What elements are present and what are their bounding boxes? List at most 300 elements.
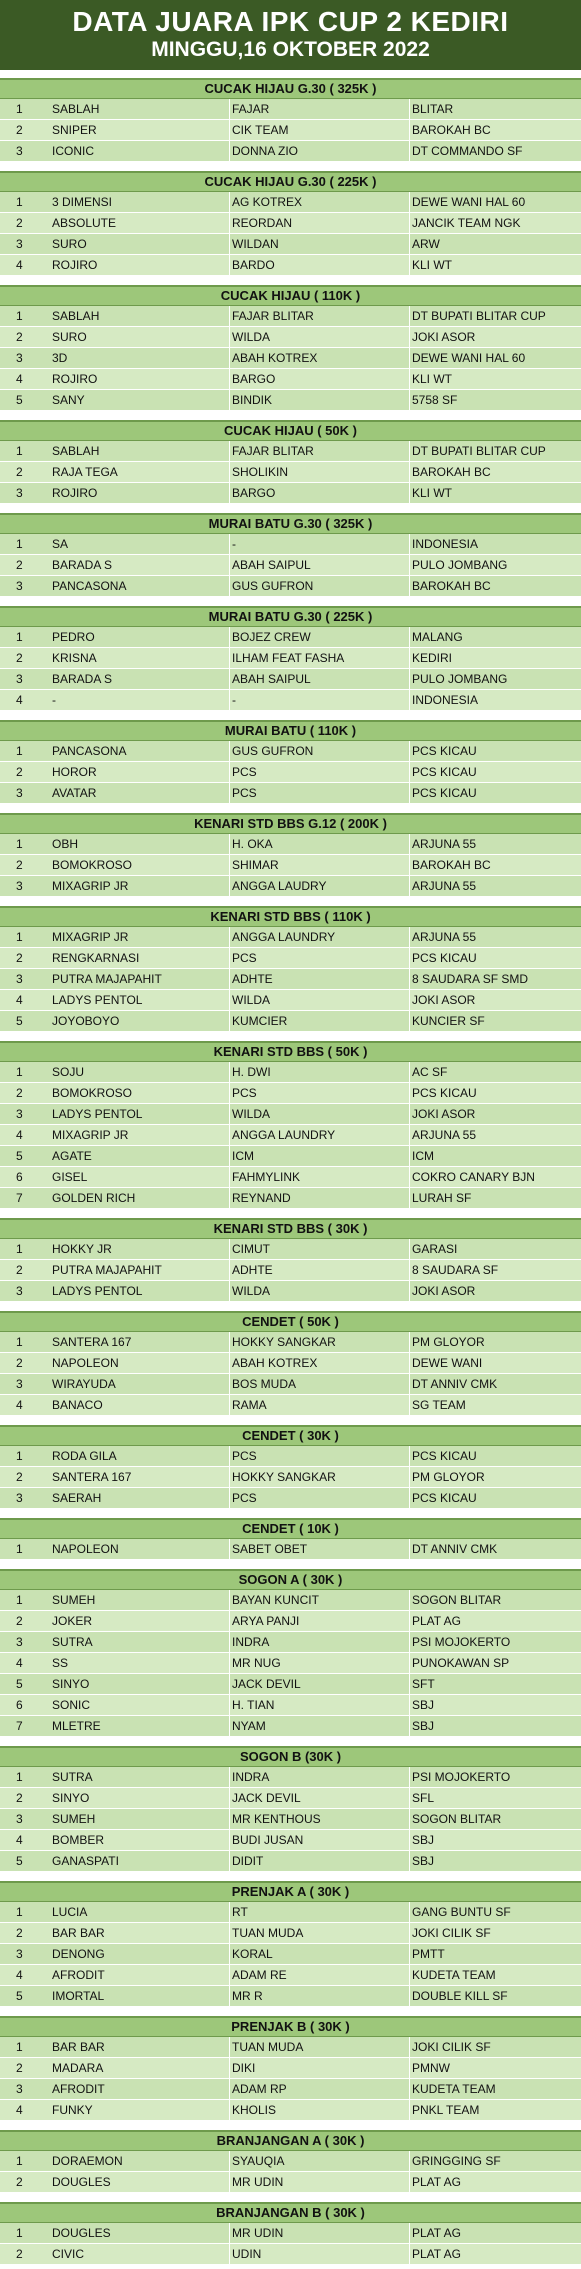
- team-cell: PCS KICAU: [412, 765, 477, 779]
- section-title: BRANJANGAN A ( 30K ): [0, 2130, 581, 2151]
- owner-cell: ARYA PANJI: [230, 1611, 410, 1631]
- rank-cell: 2: [16, 465, 23, 479]
- rank-cell: 2: [16, 1356, 23, 1370]
- rank-cell: 1: [16, 2040, 23, 2054]
- table-row: [0, 2100, 581, 2121]
- table-row: [0, 369, 581, 390]
- team-cell: PMTT: [412, 1947, 445, 1961]
- table-row: [0, 948, 581, 969]
- owner-cell: SABET OBET: [230, 1539, 410, 1559]
- section-title: SOGON A ( 30K ): [0, 1569, 581, 1590]
- team-cell: MALANG: [412, 630, 463, 644]
- team-cell: DOUBLE KILL SF: [412, 1989, 508, 2003]
- rank-cell: 3: [16, 1635, 23, 1649]
- owner-cell: MR UDIN: [230, 2223, 410, 2243]
- section-title: KENARI STD BBS ( 110K ): [0, 906, 581, 927]
- owner-cell: DIDIT: [230, 1851, 410, 1871]
- section-table: [0, 1446, 581, 1509]
- team-cell: PCS KICAU: [412, 744, 477, 758]
- team-cell: PLAT AG: [412, 2175, 461, 2189]
- table-row: [0, 876, 581, 897]
- owner-cell: RT: [230, 1902, 410, 1922]
- rank-cell: 4: [16, 372, 23, 386]
- rank-cell: 1: [16, 1335, 23, 1349]
- section-table: [0, 441, 581, 504]
- rank-cell: 6: [16, 1170, 23, 1184]
- table-row: [0, 1104, 581, 1125]
- team-cell: SBJ: [412, 1854, 435, 1868]
- table-row: [0, 990, 581, 1011]
- section-table: [0, 2037, 581, 2121]
- bird-name-cell: DORAEMON: [50, 2151, 230, 2171]
- owner-cell: JACK DEVIL: [230, 1788, 410, 1808]
- table-row: [0, 1188, 581, 1209]
- team-cell: BAROKAH BC: [412, 465, 491, 479]
- rank-cell: 4: [16, 1833, 23, 1847]
- rank-cell: 2: [16, 1926, 23, 1940]
- team-cell: PLAT AG: [412, 1614, 461, 1628]
- owner-cell: ADAM RE: [230, 1965, 410, 1985]
- rank-cell: 2: [16, 858, 23, 872]
- owner-cell: INDRA: [230, 1767, 410, 1787]
- bird-name-cell: HOROR: [50, 762, 230, 782]
- owner-cell: KORAL: [230, 1944, 410, 1964]
- team-cell: PMNW: [412, 2061, 450, 2075]
- section-table: [0, 99, 581, 162]
- bird-name-cell: LADYS PENTOL: [50, 990, 230, 1010]
- owner-cell: BARDO: [230, 255, 410, 275]
- owner-cell: ANGGA LAUDRY: [230, 876, 410, 896]
- bird-name-cell: 3D: [50, 348, 230, 368]
- section-title: SOGON B (30K ): [0, 1746, 581, 1767]
- rank-cell: 1: [16, 444, 23, 458]
- table-row: [0, 1062, 581, 1083]
- owner-cell: ABAH KOTREX: [230, 348, 410, 368]
- section-table: [0, 192, 581, 276]
- team-cell: AC SF: [412, 1065, 448, 1079]
- rank-cell: 3: [16, 972, 23, 986]
- table-row: [0, 1965, 581, 1986]
- section-title: CUCAK HIJAU G.30 ( 225K ): [0, 171, 581, 192]
- table-row: [0, 1539, 581, 1560]
- table-row: [0, 1260, 581, 1281]
- bird-name-cell: DOUGLES: [50, 2172, 230, 2192]
- owner-cell: PCS: [230, 762, 410, 782]
- owner-cell: WILDA: [230, 990, 410, 1010]
- bird-name-cell: RAJA TEGA: [50, 462, 230, 482]
- table-row: [0, 1083, 581, 1104]
- owner-cell: CIK TEAM: [230, 120, 410, 140]
- section-title: MURAI BATU G.30 ( 225K ): [0, 606, 581, 627]
- section-table: [0, 1767, 581, 1872]
- bird-name-cell: BOMBER: [50, 1830, 230, 1850]
- owner-cell: H. OKA: [230, 834, 410, 854]
- team-cell: ARJUNA 55: [412, 837, 477, 851]
- bird-name-cell: DENONG: [50, 1944, 230, 1964]
- team-cell: GARASI: [412, 1242, 458, 1256]
- table-row: [0, 462, 581, 483]
- table-row: [0, 306, 581, 327]
- result-section: [0, 1569, 581, 1737]
- table-row: [0, 2037, 581, 2058]
- owner-cell: ABAH SAIPUL: [230, 555, 410, 575]
- rank-cell: 1: [16, 1770, 23, 1784]
- result-section: [0, 1518, 581, 1560]
- rank-cell: 4: [16, 693, 23, 707]
- owner-cell: SHOLIKIN: [230, 462, 410, 482]
- table-row: [0, 1446, 581, 1467]
- bird-name-cell: WIRAYUDA: [50, 1374, 230, 1394]
- team-cell: JOKI CILIK SF: [412, 1926, 491, 1940]
- rank-cell: 1: [16, 2154, 23, 2168]
- owner-cell: BOJEZ CREW: [230, 627, 410, 647]
- team-cell: ICM: [412, 1149, 434, 1163]
- bird-name-cell: SAERAH: [50, 1488, 230, 1508]
- owner-cell: PCS: [230, 948, 410, 968]
- bird-name-cell: IMORTAL: [50, 1986, 230, 2006]
- bird-name-cell: SABLAH: [50, 441, 230, 461]
- result-section: [0, 2016, 581, 2121]
- result-section: [0, 1041, 581, 1209]
- bird-name-cell: NAPOLEON: [50, 1539, 230, 1559]
- rank-cell: 2: [16, 651, 23, 665]
- result-section: [0, 813, 581, 897]
- bird-name-cell: -: [50, 690, 230, 710]
- rank-cell: 4: [16, 2103, 23, 2117]
- owner-cell: GUS GUFRON: [230, 576, 410, 596]
- bird-name-cell: FUNKY: [50, 2100, 230, 2120]
- rank-cell: 3: [16, 879, 23, 893]
- table-row: [0, 669, 581, 690]
- rank-cell: 2: [16, 1263, 23, 1277]
- bird-name-cell: ROJIRO: [50, 369, 230, 389]
- rank-cell: 1: [16, 537, 23, 551]
- results-list: [0, 78, 581, 2265]
- bird-name-cell: BARADA S: [50, 555, 230, 575]
- team-cell: PCS KICAU: [412, 1086, 477, 1100]
- rank-cell: 2: [16, 558, 23, 572]
- section-table: [0, 1062, 581, 1209]
- owner-cell: SHIMAR: [230, 855, 410, 875]
- team-cell: PM GLOYOR: [412, 1335, 485, 1349]
- section-title: KENARI STD BBS ( 50K ): [0, 1041, 581, 1062]
- section-title: MURAI BATU G.30 ( 325K ): [0, 513, 581, 534]
- bird-name-cell: GOLDEN RICH: [50, 1188, 230, 1208]
- section-table: [0, 627, 581, 711]
- section-title: MURAI BATU ( 110K ): [0, 720, 581, 741]
- table-row: [0, 627, 581, 648]
- section-title: CUCAK HIJAU ( 110K ): [0, 285, 581, 306]
- team-cell: PLAT AG: [412, 2247, 461, 2261]
- bird-name-cell: SS: [50, 1653, 230, 1673]
- bird-name-cell: LUCIA: [50, 1902, 230, 1922]
- bird-name-cell: SABLAH: [50, 306, 230, 326]
- table-row: [0, 255, 581, 276]
- rank-cell: 3: [16, 144, 23, 158]
- bird-name-cell: SANTERA 167: [50, 1332, 230, 1352]
- section-title: KENARI STD BBS G.12 ( 200K ): [0, 813, 581, 834]
- bird-name-cell: HOKKY JR: [50, 1239, 230, 1259]
- page-subtitle: MINGGU,16 OKTOBER 2022: [151, 38, 430, 61]
- owner-cell: -: [230, 690, 410, 710]
- team-cell: KLI WT: [412, 258, 453, 272]
- owner-cell: ADHTE: [230, 969, 410, 989]
- result-section: [0, 2130, 581, 2193]
- rank-cell: 4: [16, 1968, 23, 1982]
- rank-cell: 1: [16, 195, 23, 209]
- result-section: [0, 1311, 581, 1416]
- result-section: [0, 1218, 581, 1302]
- rank-cell: 3: [16, 1491, 23, 1505]
- bird-name-cell: SURO: [50, 234, 230, 254]
- table-row: [0, 1353, 581, 1374]
- owner-cell: SYAUQIA: [230, 2151, 410, 2171]
- result-section: [0, 1881, 581, 2007]
- table-row: [0, 1767, 581, 1788]
- owner-cell: FAJAR: [230, 99, 410, 119]
- table-row: [0, 141, 581, 162]
- table-row: [0, 741, 581, 762]
- owner-cell: PCS: [230, 1083, 410, 1103]
- owner-cell: H. DWI: [230, 1062, 410, 1082]
- bird-name-cell: MIXAGRIP JR: [50, 876, 230, 896]
- table-row: [0, 483, 581, 504]
- owner-cell: REORDAN: [230, 213, 410, 233]
- section-table: [0, 2151, 581, 2193]
- rank-cell: 1: [16, 1593, 23, 1607]
- result-section: [0, 1746, 581, 1872]
- table-row: [0, 1788, 581, 1809]
- team-cell: JOKI ASOR: [412, 330, 476, 344]
- team-cell: SBJ: [412, 1833, 435, 1847]
- rank-cell: 5: [16, 1677, 23, 1691]
- team-cell: PM GLOYOR: [412, 1470, 485, 1484]
- table-row: [0, 1674, 581, 1695]
- table-row: [0, 1653, 581, 1674]
- team-cell: ARJUNA 55: [412, 1128, 477, 1142]
- owner-cell: INDRA: [230, 1632, 410, 1652]
- bird-name-cell: PANCASONA: [50, 576, 230, 596]
- bird-name-cell: RENGKARNASI: [50, 948, 230, 968]
- team-cell: SFT: [412, 1677, 435, 1691]
- owner-cell: ICM: [230, 1146, 410, 1166]
- team-cell: DEWE WANI HAL 60: [412, 195, 526, 209]
- owner-cell: ANGGA LAUNDRY: [230, 1125, 410, 1145]
- rank-cell: 1: [16, 309, 23, 323]
- rank-cell: 1: [16, 837, 23, 851]
- team-cell: PUNOKAWAN SP: [412, 1656, 510, 1670]
- result-section: [0, 606, 581, 711]
- team-cell: JOKI ASOR: [412, 1107, 476, 1121]
- owner-cell: PCS: [230, 783, 410, 803]
- table-row: [0, 1488, 581, 1509]
- team-cell: COKRO CANARY BJN: [412, 1170, 535, 1184]
- table-row: [0, 2079, 581, 2100]
- table-row: [0, 1011, 581, 1032]
- result-section: [0, 171, 581, 276]
- bird-name-cell: NAPOLEON: [50, 1353, 230, 1373]
- bird-name-cell: SOJU: [50, 1062, 230, 1082]
- table-row: [0, 690, 581, 711]
- rank-cell: 3: [16, 351, 23, 365]
- bird-name-cell: GISEL: [50, 1167, 230, 1187]
- team-cell: GRINGGING SF: [412, 2154, 501, 2168]
- team-cell: PLAT AG: [412, 2226, 461, 2240]
- team-cell: DEWE WANI: [412, 1356, 483, 1370]
- table-row: [0, 327, 581, 348]
- team-cell: PULO JOMBANG: [412, 672, 508, 686]
- table-row: [0, 1809, 581, 1830]
- team-cell: PCS KICAU: [412, 786, 477, 800]
- section-title: CENDET ( 50K ): [0, 1311, 581, 1332]
- table-row: [0, 1986, 581, 2007]
- table-row: [0, 783, 581, 804]
- team-cell: PCS KICAU: [412, 951, 477, 965]
- section-title: CUCAK HIJAU ( 50K ): [0, 420, 581, 441]
- owner-cell: DONNA ZIO: [230, 141, 410, 161]
- bird-name-cell: SURO: [50, 327, 230, 347]
- owner-cell: RAMA: [230, 1395, 410, 1415]
- rank-cell: 3: [16, 237, 23, 251]
- owner-cell: FAJAR BLITAR: [230, 441, 410, 461]
- page-title: DATA JUARA IPK CUP 2 KEDIRI: [72, 6, 509, 37]
- rank-cell: 1: [16, 1542, 23, 1556]
- rank-cell: 3: [16, 2082, 23, 2096]
- table-row: [0, 555, 581, 576]
- rank-cell: 1: [16, 102, 23, 116]
- rank-cell: 3: [16, 1812, 23, 1826]
- table-row: [0, 1590, 581, 1611]
- table-row: [0, 1944, 581, 1965]
- team-cell: BLITAR: [412, 102, 454, 116]
- rank-cell: 2: [16, 1086, 23, 1100]
- team-cell: SOGON BLITAR: [412, 1812, 502, 1826]
- team-cell: PULO JOMBANG: [412, 558, 508, 572]
- team-cell: PNKL TEAM: [412, 2103, 480, 2117]
- rank-cell: 2: [16, 123, 23, 137]
- owner-cell: AG KOTREX: [230, 192, 410, 212]
- section-table: [0, 927, 581, 1032]
- section-table: [0, 834, 581, 897]
- table-row: [0, 648, 581, 669]
- rank-cell: 4: [16, 1656, 23, 1670]
- table-row: [0, 2172, 581, 2193]
- rank-cell: 4: [16, 1128, 23, 1142]
- bird-name-cell: CIVIC: [50, 2244, 230, 2264]
- rank-cell: 7: [16, 1719, 23, 1733]
- rank-cell: 1: [16, 630, 23, 644]
- team-cell: SOGON BLITAR: [412, 1593, 502, 1607]
- result-section: [0, 420, 581, 504]
- owner-cell: ABAH SAIPUL: [230, 669, 410, 689]
- table-row: [0, 1146, 581, 1167]
- owner-cell: TUAN MUDA: [230, 1923, 410, 1943]
- team-cell: JOKI ASOR: [412, 993, 476, 1007]
- table-row: [0, 1851, 581, 1872]
- rank-cell: 2: [16, 330, 23, 344]
- table-row: [0, 927, 581, 948]
- page-header: [0, 0, 581, 70]
- table-row: [0, 192, 581, 213]
- bird-name-cell: MIXAGRIP JR: [50, 1125, 230, 1145]
- bird-name-cell: SANY: [50, 390, 230, 410]
- team-cell: DT BUPATI BLITAR CUP: [412, 309, 546, 323]
- owner-cell: WILDA: [230, 327, 410, 347]
- rank-cell: 5: [16, 393, 23, 407]
- bird-name-cell: SUMEH: [50, 1590, 230, 1610]
- table-row: [0, 2244, 581, 2265]
- rank-cell: 5: [16, 1854, 23, 1868]
- team-cell: 5758 SF: [412, 393, 458, 407]
- team-cell: ARJUNA 55: [412, 879, 477, 893]
- owner-cell: -: [230, 534, 410, 554]
- table-row: [0, 234, 581, 255]
- table-row: [0, 2151, 581, 2172]
- rank-cell: 7: [16, 1191, 23, 1205]
- result-section: [0, 2202, 581, 2265]
- table-row: [0, 1395, 581, 1416]
- team-cell: PCS KICAU: [412, 1449, 477, 1463]
- table-row: [0, 1632, 581, 1653]
- bird-name-cell: SUTRA: [50, 1632, 230, 1652]
- rank-cell: 2: [16, 1614, 23, 1628]
- bird-name-cell: MLETRE: [50, 1716, 230, 1736]
- section-title: KENARI STD BBS ( 30K ): [0, 1218, 581, 1239]
- rank-cell: 4: [16, 1398, 23, 1412]
- rank-cell: 3: [16, 672, 23, 686]
- bird-name-cell: SONIC: [50, 1695, 230, 1715]
- rank-cell: 1: [16, 930, 23, 944]
- rank-cell: 2: [16, 951, 23, 965]
- table-row: [0, 1167, 581, 1188]
- section-table: [0, 1902, 581, 2007]
- table-row: [0, 969, 581, 990]
- bird-name-cell: SINYO: [50, 1674, 230, 1694]
- owner-cell: BINDIK: [230, 390, 410, 410]
- team-cell: PCS KICAU: [412, 1491, 477, 1505]
- result-section: [0, 285, 581, 411]
- owner-cell: MR UDIN: [230, 2172, 410, 2192]
- team-cell: KUNCIER SF: [412, 1014, 485, 1028]
- bird-name-cell: JOYOBOYO: [50, 1011, 230, 1031]
- table-row: [0, 1281, 581, 1302]
- bird-name-cell: 3 DIMENSI: [50, 192, 230, 212]
- table-row: [0, 2223, 581, 2244]
- table-row: [0, 1716, 581, 1737]
- rank-cell: 1: [16, 1449, 23, 1463]
- rank-cell: 2: [16, 2247, 23, 2261]
- rank-cell: 5: [16, 1014, 23, 1028]
- team-cell: LURAH SF: [412, 1191, 472, 1205]
- table-row: [0, 534, 581, 555]
- bird-name-cell: DOUGLES: [50, 2223, 230, 2243]
- owner-cell: WILDA: [230, 1104, 410, 1124]
- owner-cell: PCS: [230, 1446, 410, 1466]
- team-cell: DT COMMANDO SF: [412, 144, 523, 158]
- result-section: [0, 513, 581, 597]
- team-cell: BAROKAH BC: [412, 123, 491, 137]
- rank-cell: 3: [16, 1284, 23, 1298]
- owner-cell: DIKI: [230, 2058, 410, 2078]
- team-cell: SBJ: [412, 1698, 435, 1712]
- owner-cell: UDIN: [230, 2244, 410, 2264]
- bird-name-cell: SNIPER: [50, 120, 230, 140]
- owner-cell: KHOLIS: [230, 2100, 410, 2120]
- table-row: [0, 834, 581, 855]
- table-row: [0, 441, 581, 462]
- team-cell: KUDETA TEAM: [412, 1968, 496, 1982]
- bird-name-cell: GANASPATI: [50, 1851, 230, 1871]
